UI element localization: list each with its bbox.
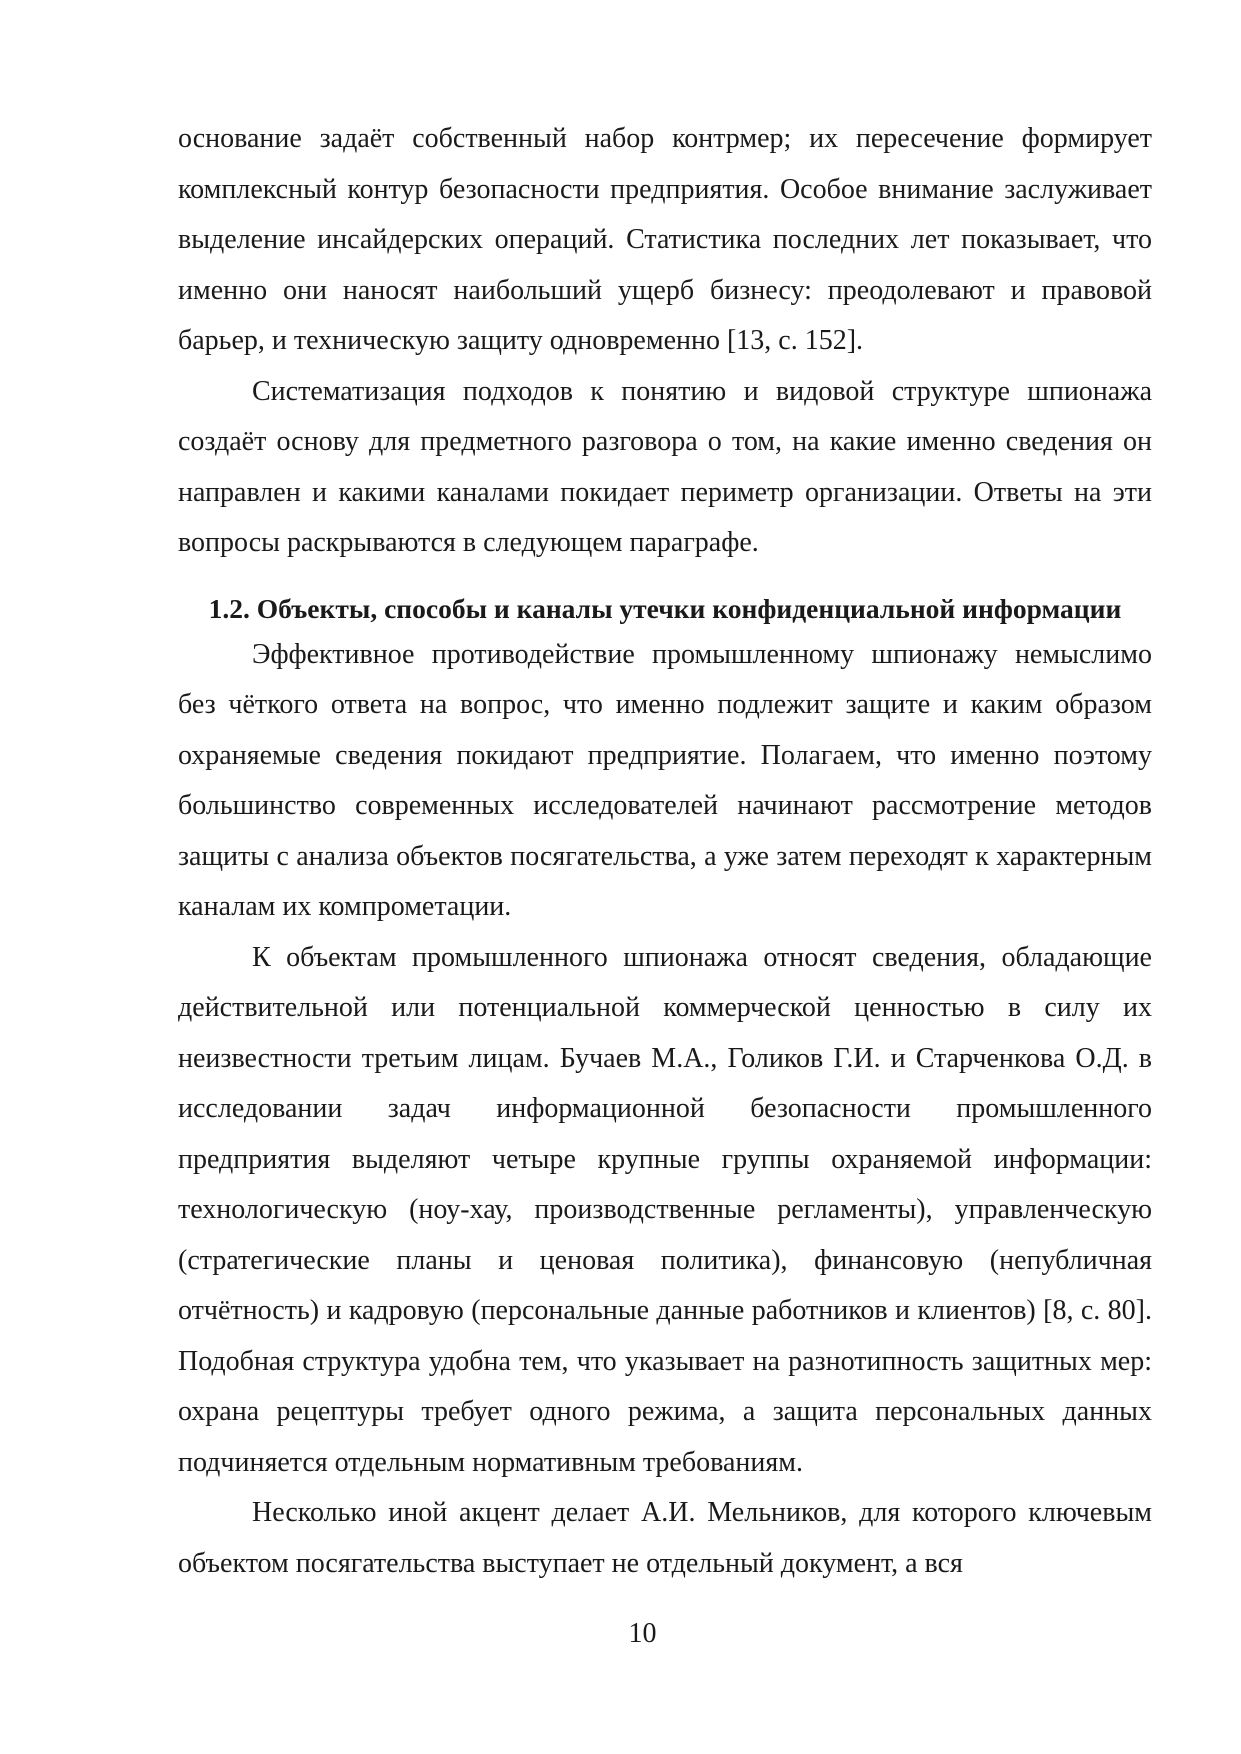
page-number: 10	[628, 1618, 657, 1649]
paragraph-melnikov: Несколько иной акцент делает А.И. Мельников, для которого ключевым объектом посягательства выступает не отдельный документ, а вся	[178, 1497, 1152, 1579]
section-heading: 1.2. Объекты, способы и каналы утечки конфиденциальной информации	[208, 592, 1122, 624]
paragraph-effective-counteraction: Эффективное противодействие промышленному шпионажу немыслимо без чёткого ответа на вопрос, что именно подлежит защите и каким образом охраняемые сведения покидают предприятие. Полагаем, что именно поэтому большинство современных исследователей начинают рассмотрение методов защиты с анализа объектов посягательства, а уже затем переходят к характерным каналам их компрометации.	[178, 638, 1152, 922]
paragraph-continued: основание задаёт собственный набор контрмер; их пересечение формирует комплексный контур безопасности предприятия. Особое внимание заслуживает выделение инсайдерских операций. Статистика последних лет показывает, что именно они наносят наибольший ущерб бизнесу: преодолевают и правовой барьер, и техническую защиту одновременно [13, с. 152].	[178, 123, 1152, 356]
page-body	[178, 114, 1152, 1589]
paragraph-systematization: Систематизация подходов к понятию и видовой структуре шпионажа создаёт основу для предметного разговора о том, на какие именно сведения он направлен и какими каналами покидает периметр организации. Ответы на эти вопросы раскрываются в следующем параграфе.	[178, 375, 1152, 558]
paragraph-objects-of-espionage: К объектам промышленного шпионажа относят сведения, обладающие действительной или потенциальной коммерческой ценностью в силу их неизвестности третьим лицам. Бучаев М.А., Голиков Г.И. и Старченкова О.Д. в исследовании задач информационной безопасности промышленного предприятия выделяют четыре крупные группы охраняемой информации: технологическую (ноу-хау, производственные регламенты), управленческую (стратегические планы и ценовая политика), финансовую (непубличная отчётность) и кадровую (персональные данные работников и клиентов) [8, с. 80]. Подобная структура удобна тем, что указывает на разнотипность защитных мер: охрана рецептуры требует одного режима, а защита персональных данных подчиняется отдельным нормативным требованиям.	[178, 941, 1152, 1478]
